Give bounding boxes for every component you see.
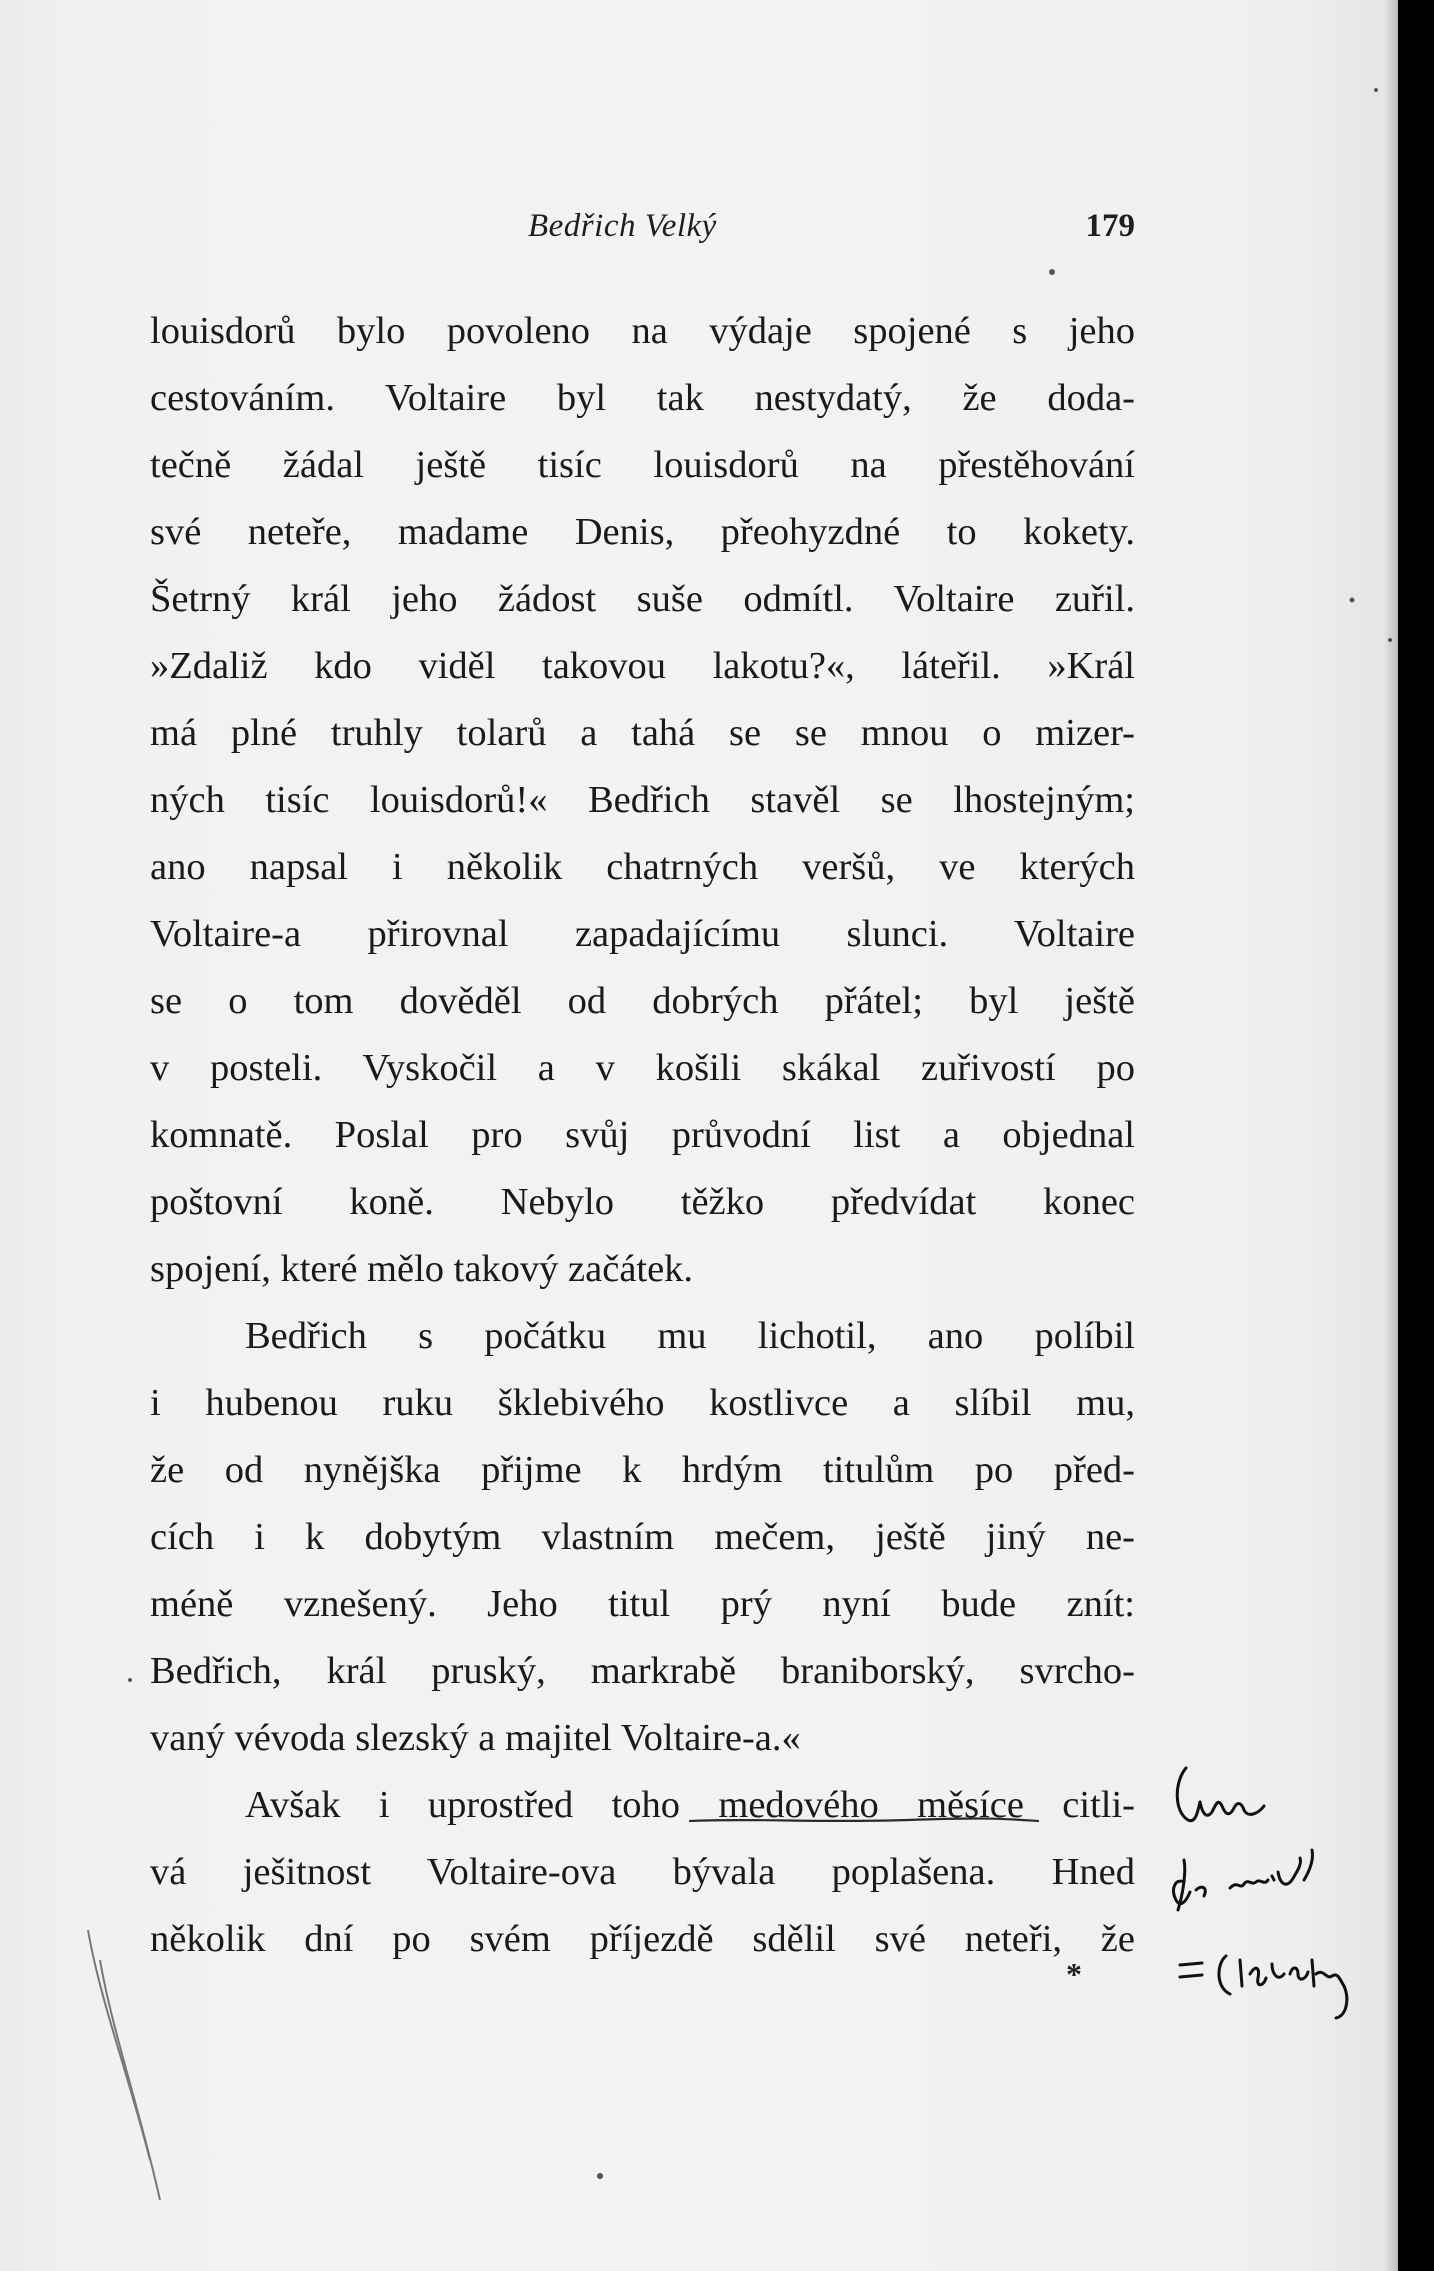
text-line: Avšak i uprostřed toho medového měsíce citli- (245, 1784, 1135, 1826)
text-line: tečně žádal ještě tisíc louisdorů na přestěhování (150, 444, 1135, 486)
handwritten-margin-note (1168, 1760, 1398, 2020)
text-line: louisdorů bylo povoleno na výdaje spojené s jeho (150, 310, 1135, 352)
text-line: Voltaire-a přirovnal zapadajícímu slunci. Voltaire (150, 913, 1135, 955)
text-line: že od nynějška přijme k hrdým titulům po před- (150, 1449, 1135, 1491)
pencil-underline (688, 1815, 1040, 1825)
text-line: cestováním. Voltaire byl tak nestydatý, že doda- (150, 377, 1135, 419)
text-line: se o tom dověděl od dobrých přátel; byl ještě (150, 980, 1135, 1022)
running-title: Bedřich Velký (528, 208, 717, 244)
page-header (150, 208, 1135, 248)
text-line: několik dní po svém příjezdě sdělil své neteři, že (150, 1918, 1135, 1960)
text-line: spojení, které mělo takový začátek. (150, 1248, 694, 1290)
text-line: ano napsal i několik chatrných veršů, ve kterých (150, 846, 1135, 888)
body-text (150, 298, 1135, 1973)
text-line: má plné truhly tolarů a tahá se se mnou o mizer- (150, 712, 1135, 754)
footnote-mark: * (1066, 1956, 1082, 1992)
text-line: své neteře, madame Denis, přeohyzdné to kokety. (150, 511, 1135, 553)
text-line: Šetrný král jeho žádost suše odmítl. Voltaire zuřil. (150, 578, 1135, 620)
text-line: poštovní koně. Nebylo těžko předvídat konec (150, 1181, 1135, 1223)
text-line: cích i k dobytým vlastním mečem, ještě jiný ne- (150, 1516, 1135, 1558)
text-line: Bedřich s počátku mu lichotil, ano políbil (245, 1315, 1135, 1357)
text-line: v posteli. Vyskočil a v košili skákal zuřivostí po (150, 1047, 1135, 1089)
text-line: i hubenou ruku šklebivého kostlivce a slíbil mu, (150, 1382, 1135, 1424)
text-line: vá ješitnost Voltaire-ova bývala poplašena. Hned (150, 1851, 1135, 1893)
text-line: Bedřich, král pruský, markrabě braniborský, svrcho- (150, 1650, 1135, 1692)
text-line: komnatě. Poslal pro svůj průvodní list a objednal (150, 1114, 1135, 1156)
text-line: méně vznešený. Jeho titul prý nyní bude znít: (150, 1583, 1135, 1625)
text-line: ných tisíc louisdorů!« Bedřich stavěl se lhostejným; (150, 779, 1135, 821)
text-line: »Zdaliž kdo viděl takovou lakotu?«, láteřil. »Král (150, 645, 1135, 687)
text-line: vaný vévoda slezský a majitel Voltaire-a.« (150, 1717, 801, 1759)
page-number: 179 (1085, 208, 1135, 244)
